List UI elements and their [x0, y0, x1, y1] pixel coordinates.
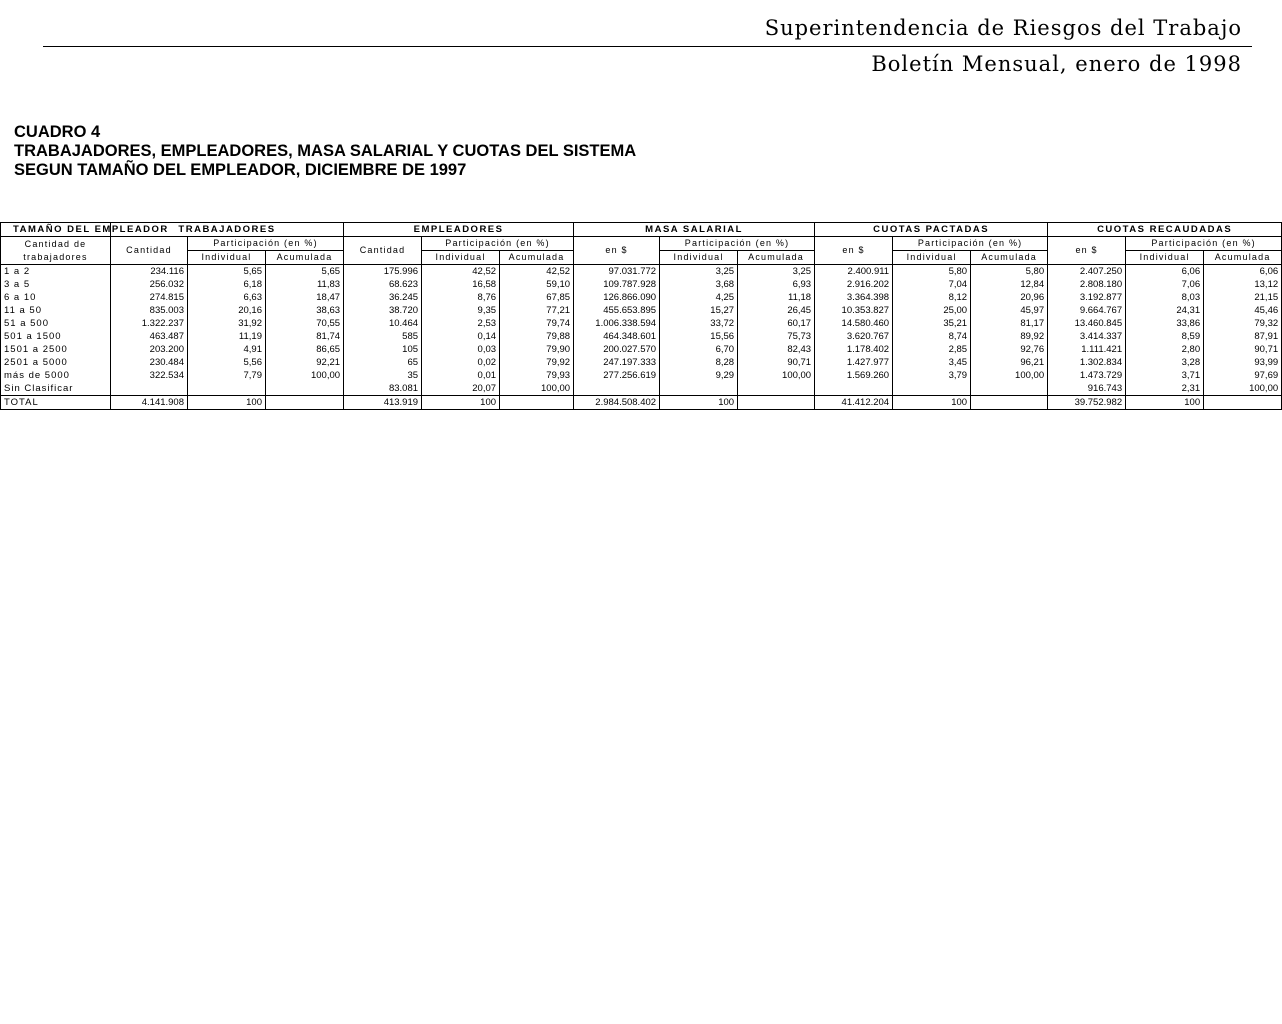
header-subtitle: Boletín Mensual, enero de 1998 [871, 52, 1242, 76]
table-row [1, 304, 1282, 317]
subheader-masa-en-pesos: en $ [574, 237, 660, 265]
table-cell [738, 382, 815, 396]
subheader-trab-participacion: Participación (en %) [188, 237, 344, 251]
table-cell: 916.743 [1048, 382, 1126, 396]
table-cell: 83.081 [344, 382, 422, 396]
table-cell: 3.414.337 [1048, 330, 1126, 343]
table-cell [971, 396, 1048, 410]
table-cell: 81,74 [266, 330, 344, 343]
table-cell: 1.302.834 [1048, 356, 1126, 369]
table-cell [893, 382, 971, 396]
table-cell: 1.006.338.594 [574, 317, 660, 330]
table-cell: 35 [344, 369, 422, 382]
row-label: TOTAL [1, 396, 111, 410]
table-cell [815, 382, 893, 396]
table-cell: 15,27 [660, 304, 738, 317]
table-cell: 2,31 [1126, 382, 1204, 396]
group-size: TAMAÑO DEL EMPLEADOR [1, 223, 111, 237]
row-label: Sin Clasificar [1, 382, 111, 396]
table-cell: 16,58 [422, 278, 500, 291]
table-cell: 79,74 [500, 317, 574, 330]
table-cell: 835.003 [111, 304, 188, 317]
table-cell: 100 [1126, 396, 1204, 410]
table-cell: 42,52 [422, 265, 500, 279]
subheader-pact-individual: Individual [893, 251, 971, 265]
table-cell: 2.984.508.402 [574, 396, 660, 410]
table-cell: 5,65 [188, 265, 266, 279]
table-cell: 79,90 [500, 343, 574, 356]
title-cuadro: CUADRO 4 [14, 123, 101, 141]
table-cell [188, 382, 266, 396]
table-cell: 3.620.767 [815, 330, 893, 343]
table-cell: 8,76 [422, 291, 500, 304]
table-cell: 31,92 [188, 317, 266, 330]
table-cell: 4,91 [188, 343, 266, 356]
table-cell: 100 [422, 396, 500, 410]
table-row [1, 382, 1282, 396]
table-cell: 42,52 [500, 265, 574, 279]
table-cell: 2,53 [422, 317, 500, 330]
table-cell: 8,74 [893, 330, 971, 343]
table-cell: 6,63 [188, 291, 266, 304]
total-row [1, 396, 1282, 410]
table-cell: 3,45 [893, 356, 971, 369]
table-row [1, 265, 1282, 279]
table-cell: 67,85 [500, 291, 574, 304]
row-label: 51 a 500 [1, 317, 111, 330]
table-cell: 97.031.772 [574, 265, 660, 279]
row-label: 1501 a 2500 [1, 343, 111, 356]
table-cell: 5,80 [971, 265, 1048, 279]
row-label: 6 a 10 [1, 291, 111, 304]
table-cell: 9,35 [422, 304, 500, 317]
subheader-cantidad-trabajadores: Cantidad de trabajadores [1, 237, 111, 265]
table-cell: 14.580.460 [815, 317, 893, 330]
table-cell: 36.245 [344, 291, 422, 304]
table-cell: 277.256.619 [574, 369, 660, 382]
table-cell: 33,72 [660, 317, 738, 330]
table-cell: 20,07 [422, 382, 500, 396]
group-trabajadores: TRABAJADORES [111, 223, 344, 237]
table-cell: 38,63 [266, 304, 344, 317]
subheader-rec-en-pesos: en $ [1048, 237, 1126, 265]
table-cell: 2.916.202 [815, 278, 893, 291]
table-cell: 100,00 [738, 369, 815, 382]
table-cell: 6,93 [738, 278, 815, 291]
table-cell: 38.720 [344, 304, 422, 317]
table-cell: 463.487 [111, 330, 188, 343]
table-cell: 45,97 [971, 304, 1048, 317]
table-cell: 109.787.928 [574, 278, 660, 291]
row-label: 11 a 50 [1, 304, 111, 317]
table-cell: 5,65 [266, 265, 344, 279]
subheader-rec-acumulada: Acumulada [1204, 251, 1282, 265]
table-cell: 1.111.421 [1048, 343, 1126, 356]
table-cell: 3,71 [1126, 369, 1204, 382]
table-cell: 0,02 [422, 356, 500, 369]
row-label: más de 5000 [1, 369, 111, 382]
table-cell: 82,43 [738, 343, 815, 356]
table-cell: 65 [344, 356, 422, 369]
subheader-trab-acumulada: Acumulada [266, 251, 344, 265]
table-cell: 455.653.895 [574, 304, 660, 317]
table-cell: 20,96 [971, 291, 1048, 304]
table-cell: 79,92 [500, 356, 574, 369]
table-cell: 15,56 [660, 330, 738, 343]
table-cell: 5,80 [893, 265, 971, 279]
table-cell: 274.815 [111, 291, 188, 304]
table-cell: 3,25 [660, 265, 738, 279]
table-cell: 90,71 [1204, 343, 1282, 356]
table-cell: 100,00 [971, 369, 1048, 382]
table-cell: 3,28 [1126, 356, 1204, 369]
table-cell: 100 [893, 396, 971, 410]
table-cell: 3,25 [738, 265, 815, 279]
table-total [1, 396, 1282, 410]
table-cell: 9.664.767 [1048, 304, 1126, 317]
group-cuotas-recaudadas: CUOTAS RECAUDADAS [1048, 223, 1282, 237]
subheader-pact-en-pesos: en $ [815, 237, 893, 265]
table-cell [574, 382, 660, 396]
table-cell: 10.464 [344, 317, 422, 330]
title-main: TRABAJADORES, EMPLEADORES, MASA SALARIAL Y CUOTAS DEL SISTEMA [14, 142, 637, 160]
table-cell: 1.427.977 [815, 356, 893, 369]
table-cell: 1.569.260 [815, 369, 893, 382]
table-cell: 230.484 [111, 356, 188, 369]
table-cell: 413.919 [344, 396, 422, 410]
table-cell: 247.197.333 [574, 356, 660, 369]
header-title: Superintendencia de Riesgos del Trabajo [764, 16, 1242, 40]
table-cell: 12,84 [971, 278, 1048, 291]
table-cell [266, 396, 344, 410]
table-cell: 96,21 [971, 356, 1048, 369]
table-cell: 100,00 [500, 382, 574, 396]
table-cell: 24,31 [1126, 304, 1204, 317]
table-cell: 68.623 [344, 278, 422, 291]
table-cell: 6,18 [188, 278, 266, 291]
table-cell: 86,65 [266, 343, 344, 356]
subheader-pact-acumulada: Acumulada [971, 251, 1048, 265]
table-cell: 100,00 [266, 369, 344, 382]
table-row [1, 330, 1282, 343]
table-cell: 25,00 [893, 304, 971, 317]
table-cell: 75,73 [738, 330, 815, 343]
table-cell: 10.353.827 [815, 304, 893, 317]
group-masa-salarial: MASA SALARIAL [574, 223, 815, 237]
table-row [1, 278, 1282, 291]
table-cell: 59,10 [500, 278, 574, 291]
table-cell [660, 382, 738, 396]
table-cell: 8,03 [1126, 291, 1204, 304]
table-cell: 8,12 [893, 291, 971, 304]
table-cell: 464.348.601 [574, 330, 660, 343]
table-cell: 92,76 [971, 343, 1048, 356]
table-titles [14, 123, 636, 180]
table-cell: 79,93 [500, 369, 574, 382]
table-cell: 1.322.237 [111, 317, 188, 330]
table-cell: 93,99 [1204, 356, 1282, 369]
table-cell: 11,19 [188, 330, 266, 343]
table-cell: 8,59 [1126, 330, 1204, 343]
table-cell: 3,68 [660, 278, 738, 291]
table-cell: 20,16 [188, 304, 266, 317]
table-cell: 90,71 [738, 356, 815, 369]
table-cell: 13.460.845 [1048, 317, 1126, 330]
table-cell: 92,21 [266, 356, 344, 369]
table-cell: 11,18 [738, 291, 815, 304]
table-cell: 87,91 [1204, 330, 1282, 343]
table-cell: 41.412.204 [815, 396, 893, 410]
table-cell: 9,29 [660, 369, 738, 382]
subheader-emp-participacion: Participación (en %) [422, 237, 574, 251]
table-cell [971, 382, 1048, 396]
group-header-row [1, 223, 1282, 237]
table-cell: 7,79 [188, 369, 266, 382]
row-label: 1 a 2 [1, 265, 111, 279]
table-cell: 21,15 [1204, 291, 1282, 304]
table-row [1, 356, 1282, 369]
table-cell: 6,06 [1126, 265, 1204, 279]
table-cell: 2.407.250 [1048, 265, 1126, 279]
table-cell: 7,06 [1126, 278, 1204, 291]
table-cell: 100 [660, 396, 738, 410]
table-cell: 5,56 [188, 356, 266, 369]
table-cell: 18,47 [266, 291, 344, 304]
table-cell: 2.808.180 [1048, 278, 1126, 291]
table-row [1, 317, 1282, 330]
table-cell: 8,28 [660, 356, 738, 369]
table-cell: 100,00 [1204, 382, 1282, 396]
table-cell [738, 396, 815, 410]
table-cell: 3,79 [893, 369, 971, 382]
group-empleadores: EMPLEADORES [344, 223, 574, 237]
subheader-trab-cantidad: Cantidad [111, 237, 188, 265]
table-row [1, 291, 1282, 304]
row-label: 2501 a 5000 [1, 356, 111, 369]
subheader-emp-individual: Individual [422, 251, 500, 265]
table-row [1, 343, 1282, 356]
table-cell: 79,88 [500, 330, 574, 343]
subheader-trab-individual: Individual [188, 251, 266, 265]
table-cell: 35,21 [893, 317, 971, 330]
table-cell: 234.116 [111, 265, 188, 279]
table-cell: 97,69 [1204, 369, 1282, 382]
row-label: 3 a 5 [1, 278, 111, 291]
row-label: 501 a 1500 [1, 330, 111, 343]
table-cell: 77,21 [500, 304, 574, 317]
subheader-row-1 [1, 237, 1282, 251]
subheader-masa-acumulada: Acumulada [738, 251, 815, 265]
table-cell: 256.032 [111, 278, 188, 291]
title-sub: SEGUN TAMAÑO DEL EMPLEADOR, DICIEMBRE DE 1997 [14, 161, 467, 179]
table-row [1, 369, 1282, 382]
table-body [1, 265, 1282, 396]
table-cell: 11,83 [266, 278, 344, 291]
header-rule [43, 46, 1252, 47]
subheader-masa-individual: Individual [660, 251, 738, 265]
table-cell [266, 382, 344, 396]
table-cell: 45,46 [1204, 304, 1282, 317]
table-cell: 322.534 [111, 369, 188, 382]
table-cell: 79,32 [1204, 317, 1282, 330]
table-cell: 39.752.982 [1048, 396, 1126, 410]
table-cell: 4,25 [660, 291, 738, 304]
table-cell: 0,03 [422, 343, 500, 356]
table-cell: 100 [188, 396, 266, 410]
table-cell: 60,17 [738, 317, 815, 330]
table-cell: 13,12 [1204, 278, 1282, 291]
table-cell: 2.400.911 [815, 265, 893, 279]
table-cell: 70,55 [266, 317, 344, 330]
table-cell: 4.141.908 [111, 396, 188, 410]
table-cell: 0,14 [422, 330, 500, 343]
subheader-pact-participacion: Participación (en %) [893, 237, 1048, 251]
table-cell: 200.027.570 [574, 343, 660, 356]
table-cell: 2,85 [893, 343, 971, 356]
table-cell: 585 [344, 330, 422, 343]
table-cell: 6,70 [660, 343, 738, 356]
subheader-rec-participacion: Participación (en %) [1126, 237, 1282, 251]
table-cell: 1.473.729 [1048, 369, 1126, 382]
table-cell: 105 [344, 343, 422, 356]
table-cell: 2,80 [1126, 343, 1204, 356]
group-cuotas-pactadas: CUOTAS PACTADAS [815, 223, 1048, 237]
table-cell: 3.192.877 [1048, 291, 1126, 304]
table-cell: 26,45 [738, 304, 815, 317]
table-cell: 126.866.090 [574, 291, 660, 304]
table-cell: 7,04 [893, 278, 971, 291]
table-cell [500, 396, 574, 410]
table-cell: 81,17 [971, 317, 1048, 330]
table-cell: 6,06 [1204, 265, 1282, 279]
table-cell [1204, 396, 1282, 410]
data-table [0, 222, 1282, 410]
subheader-rec-individual: Individual [1126, 251, 1204, 265]
table-cell: 0,01 [422, 369, 500, 382]
subheader-emp-cantidad: Cantidad [344, 237, 422, 265]
table-cell: 3.364.398 [815, 291, 893, 304]
table-cell [111, 382, 188, 396]
subheader-emp-acumulada: Acumulada [500, 251, 574, 265]
table-cell: 89,92 [971, 330, 1048, 343]
table-cell: 175.996 [344, 265, 422, 279]
table-cell: 203.200 [111, 343, 188, 356]
subheader-masa-participacion: Participación (en %) [660, 237, 815, 251]
table-cell: 33,86 [1126, 317, 1204, 330]
table-cell: 1.178.402 [815, 343, 893, 356]
